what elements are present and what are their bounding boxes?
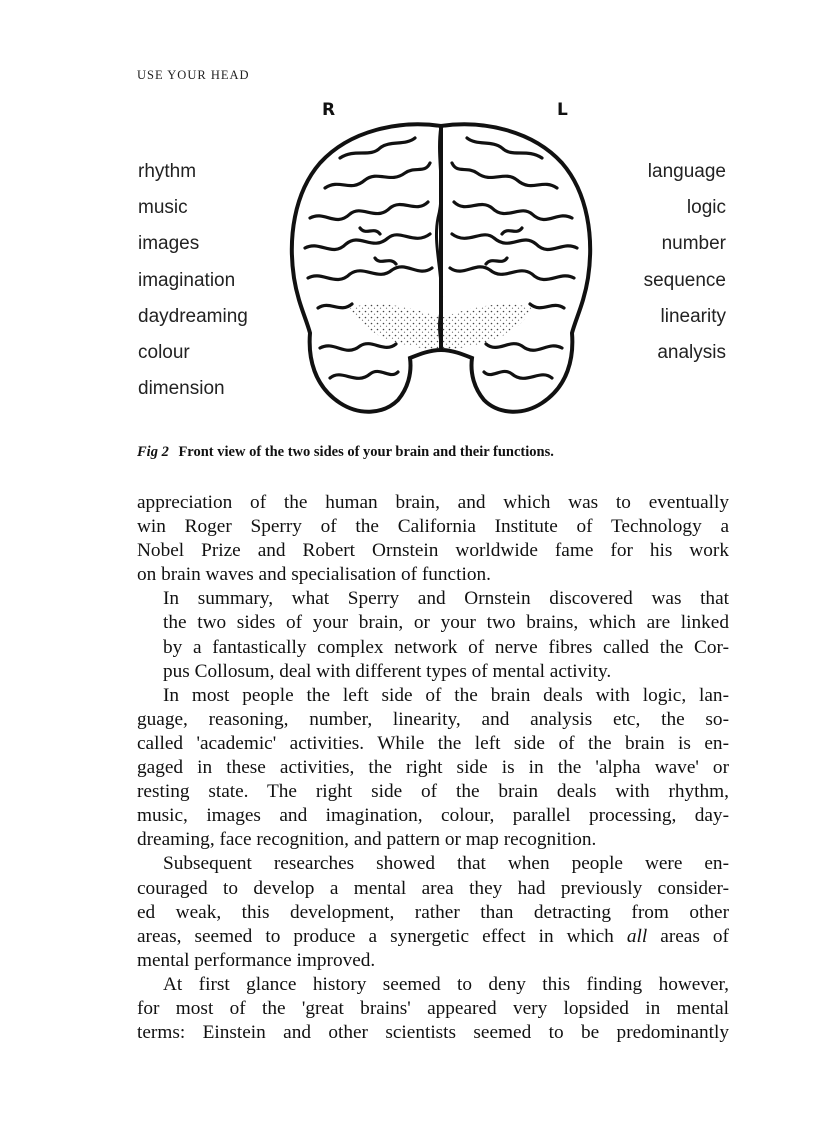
function-item: number	[661, 233, 726, 255]
text-line: guage, reasoning, number, linearity, and analysis etc, the so-	[137, 708, 729, 730]
function-item: dimension	[138, 378, 225, 400]
figure-label: Fig 2	[137, 444, 169, 460]
function-item: imagination	[138, 269, 236, 291]
right-brain-functions	[138, 158, 248, 411]
text-line: In summary, what Sperry and Ornstein discovered was that	[163, 588, 729, 610]
text-line: resting state. The right side of the brain deals with rhythm,	[137, 781, 729, 803]
text-line: pus Collosum, deal with different types of mental activity.	[163, 660, 612, 682]
function-item: logic	[686, 197, 726, 219]
text-line: music, images and imagination, colour, parallel processing, day-	[137, 805, 729, 827]
function-item: images	[138, 233, 200, 255]
function-item: music	[138, 197, 188, 219]
text-line: ed weak, this development, rather than detracting from other	[137, 901, 729, 923]
brain-illustration	[280, 118, 602, 422]
paragraph	[137, 973, 729, 1045]
text-line: win Roger Sperry of the California Institute of Technology a	[137, 516, 729, 538]
text-line: appreciation of the human brain, and which was to eventually	[137, 492, 729, 513]
text-line: by a fantastically complex network of nerve fibres called the Cor-	[163, 636, 729, 658]
function-item: sequence	[643, 269, 726, 291]
figure-caption-text: Front view of the two sides of your brain and their functions.	[178, 444, 554, 460]
running-head: USE YOUR HEAD	[137, 68, 250, 82]
paragraph	[137, 684, 729, 853]
function-item: language	[647, 161, 726, 182]
text-line: dreaming, face recognition, and pattern or map recognition.	[137, 829, 597, 851]
text-line: mental performance improved.	[137, 949, 376, 971]
function-item: colour	[138, 341, 190, 363]
paragraph	[137, 852, 729, 972]
text-line: In most people the left side of the brain deals with logic, lan-	[163, 684, 729, 706]
left-brain-functions	[644, 158, 726, 375]
text-line: terms: Einstein and other scientists seemed to be predominantly	[137, 1022, 729, 1044]
text-line: Nobel Prize and Robert Ornstein worldwide fame for his work	[137, 540, 729, 562]
left-side-label: L	[557, 100, 568, 120]
text-line: areas, seemed to produce a synergetic effect in which all areas of	[137, 925, 729, 947]
paragraph	[137, 491, 729, 587]
function-item: rhythm	[138, 161, 197, 182]
emphasis: all	[626, 925, 648, 947]
text-line: Subsequent researches showed that when people were en-	[163, 853, 729, 875]
right-side-label: R	[322, 100, 336, 120]
function-item: daydreaming	[138, 305, 248, 327]
function-item: linearity	[660, 305, 726, 327]
text-line: the two sides of your brain, or your two brains, which are linked	[163, 612, 729, 634]
figure-caption	[137, 444, 554, 461]
text-line: on brain waves and specialisation of function.	[137, 564, 491, 586]
text-line: At first glance history seemed to deny this finding however,	[163, 973, 729, 995]
text-line: couraged to develop a mental area they had previously consider-	[137, 877, 729, 899]
body-text	[137, 491, 729, 1045]
text-line: called 'academic' activities. While the left side of the brain is en-	[137, 732, 729, 754]
text-line: for most of the 'great brains' appeared very lopsided in mental	[137, 997, 729, 1019]
function-item: analysis	[657, 341, 726, 363]
paragraph	[137, 587, 729, 683]
text-line: gaged in these activities, the right side is in the 'alpha wave' or	[137, 757, 729, 779]
